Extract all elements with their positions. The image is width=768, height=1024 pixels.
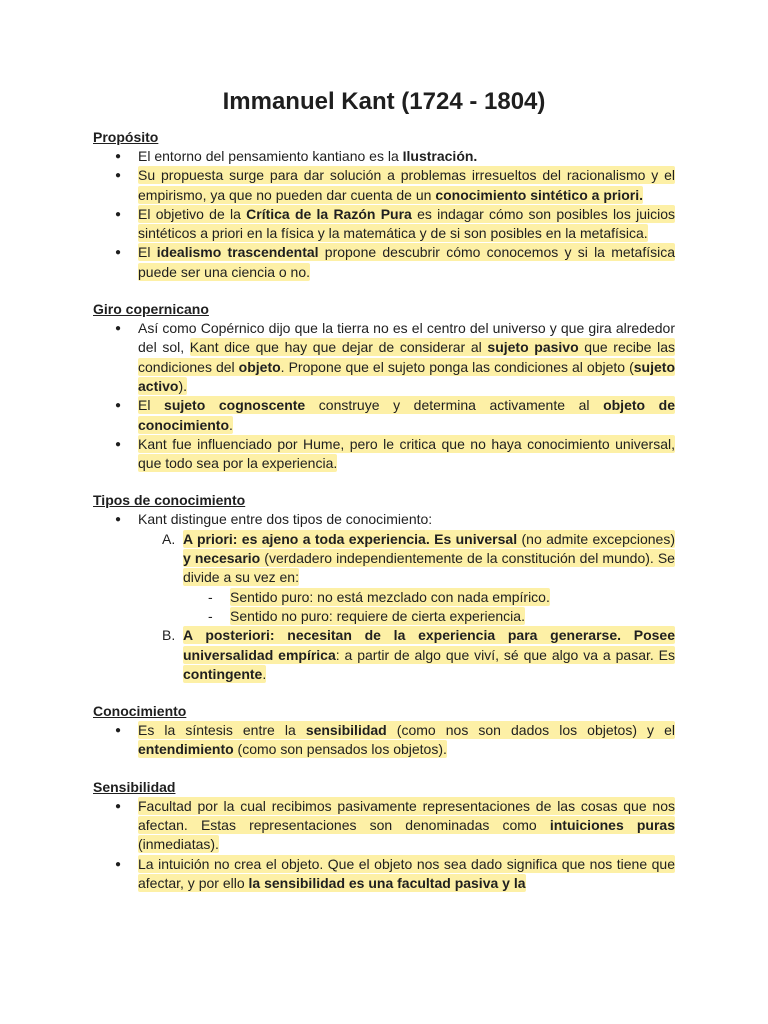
section-tipos-conocimiento [93, 491, 675, 684]
section-giro-copernicano [93, 300, 675, 473]
list-item: ● El idealismo trascendental propone descubrir cómo conocemos y si la metafísica puede ser una ciencia o no. [93, 243, 675, 282]
list-item: - Sentido puro: no está mezclado con nada empírico. [183, 588, 675, 607]
list-item: ● Así como Copérnico dijo que la tierra no es el centro del universo y que gira alrededor del sol, Kant dice que hay que dejar de considerar al sujeto pasivo que recibe las condiciones del objeto. Propone que el sujeto ponga las condiciones al objeto (sujeto activo). [93, 319, 675, 396]
section-heading: Propósito [93, 129, 159, 145]
list-item: ● El sujeto cognoscente construye y determina activamente al objeto de conocimiento. [93, 396, 675, 435]
list-item: ● Kant distingue entre dos tipos de conocimiento: A. A priori: es ajeno a toda experiencia. Es universal (no admite excepciones) y necesario (verdadero independientemente de la constitución del mundo). Se divide a su vez en: - Sentido puro: no está mezclado con nada empírico. - Sentido no puro: requiere de cierta experiencia. B. A posteriori: necesitan de la experiencia para generarse. Posee universalidad empírica: a partir de algo que viví, sé que algo va a pasar. Es contingente. [93, 510, 675, 684]
section-proposito [93, 128, 675, 282]
list-item: ● La intuición no crea el objeto. Que el objeto nos sea dado significa que nos tiene que afectar, y por ello la sensibilidad es una facultad pasiva y la [93, 855, 675, 894]
list-item: ● Kant fue influenciado por Hume, pero le critica que no haya conocimiento universal, que todo sea por la experiencia. [93, 435, 675, 474]
list-item: ● El objetivo de la Crítica de la Razón Pura es indagar cómo son posibles los juicios sintéticos a priori en la física y la matemática y de si son posibles en la metafísica. [93, 205, 675, 244]
list-item: ● El entorno del pensamiento kantiano es la Ilustración. [93, 147, 675, 166]
list-item-a: A. A priori: es ajeno a toda experiencia. Es universal (no admite excepciones) y necesario (verdadero independientemente de la constitución del mundo). Se divide a su vez en: - Sentido puro: no está mezclado con nada empírico. - Sentido no puro: requiere de cierta experiencia. [138, 530, 675, 626]
list-item-b: B. A posteriori: necesitan de la experiencia para generarse. Posee universalidad empírica: a partir de algo que viví, sé que algo va a pasar. Es contingente. [162, 627, 675, 682]
section-heading: Sensibilidad [93, 778, 176, 795]
list-item: ● Su propuesta surge para dar solución a problemas irresueltos del racionalismo y el empirismo, ya que no pueden dar cuenta de un conocimiento sintético a priori. [93, 166, 675, 205]
list-marker: A. [162, 530, 176, 547]
list-item: ● Es la síntesis entre la sensibilidad (como nos son dados los objetos) y el entendimiento (como son pensados los objetos). [93, 721, 675, 760]
list-marker: B. [162, 627, 176, 644]
section-conocimiento [93, 702, 675, 760]
list-item: ● Facultad por la cual recibimos pasivamente representaciones de las cosas que nos afectan. Estas representaciones son denominadas como intuiciones puras (inmediatas). [93, 797, 675, 855]
page-title: Immanuel Kant (1724 - 1804) [222, 88, 546, 115]
section-heading: Giro copernicano [93, 301, 209, 318]
section-sensibilidad [93, 778, 675, 893]
list-item: - Sentido no puro: requiere de cierta experiencia. [183, 607, 675, 626]
section-heading: Conocimiento [93, 703, 187, 720]
section-heading: Tipos de conocimiento [93, 492, 246, 509]
